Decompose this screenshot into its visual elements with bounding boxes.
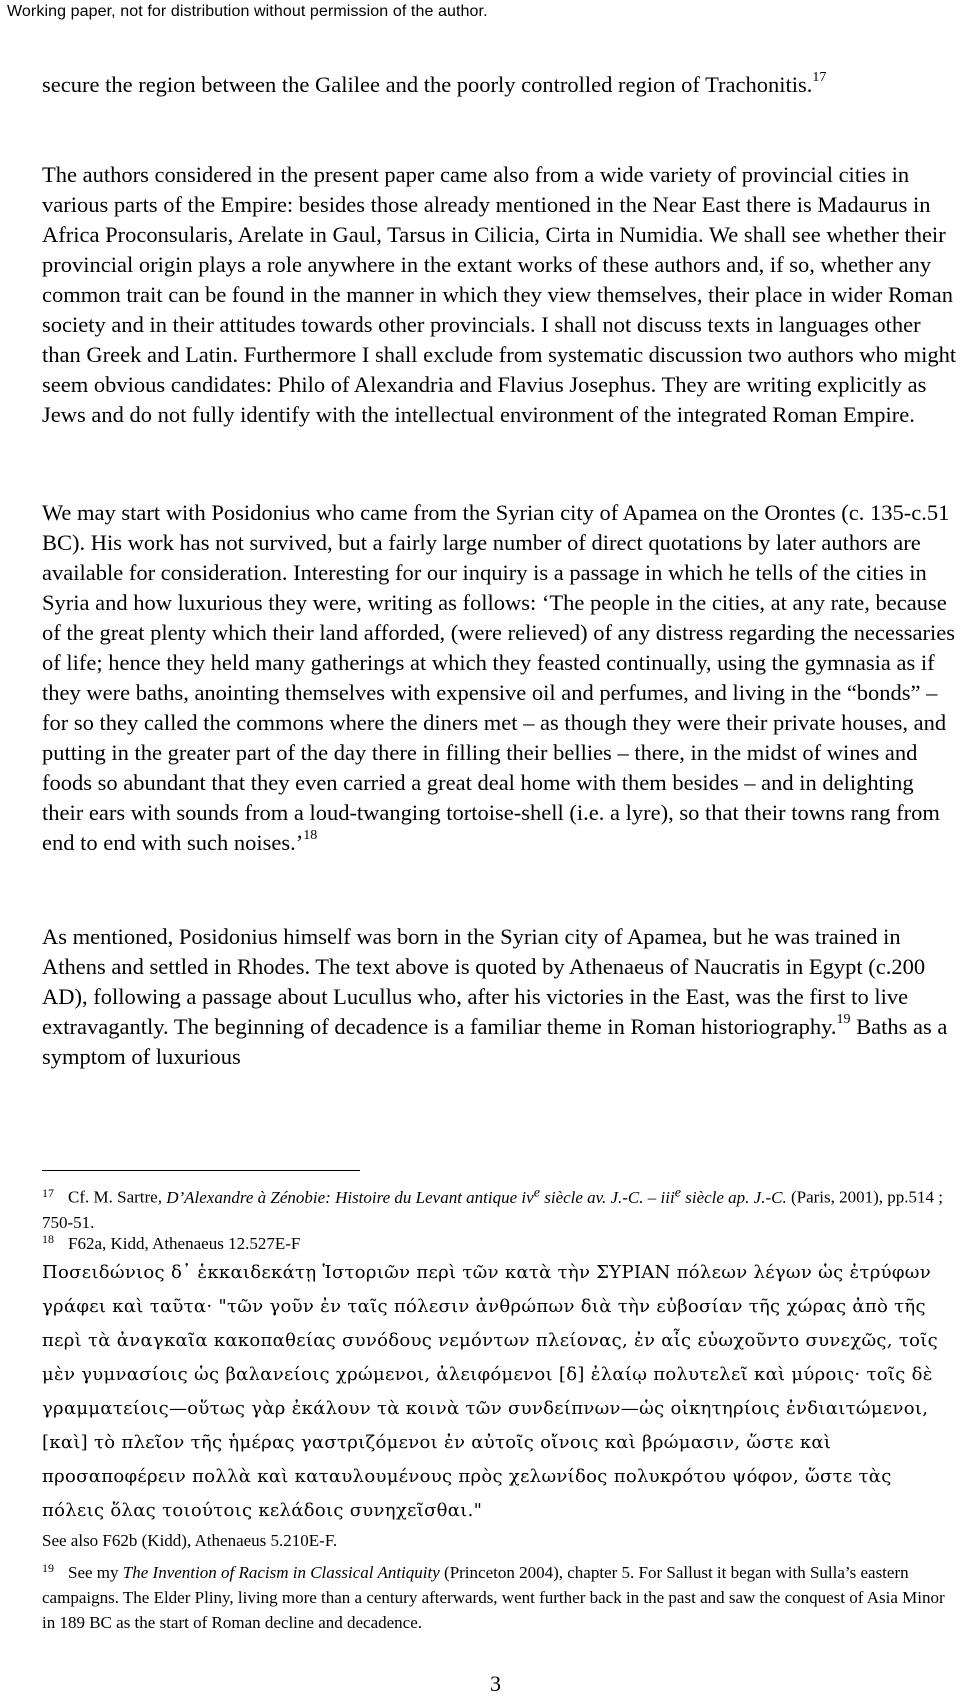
footnote-ref-19[interactable]: 19 — [836, 1012, 851, 1027]
footnote-text: (Princeton 2004), chapter 5. For Sallust it began with Sulla’s eastern campaigns. The Elder Pliny, living more than a century afterwards, went further back in the past and saw the conquest of Asia Minor in 189 BC as the start of Roman decline and decadence. — [42, 1563, 945, 1632]
footnote-text: See my — [68, 1563, 123, 1582]
footnote-number: 19 — [42, 1561, 54, 1575]
greek-quotation: Ποσειδώνιος δ᾽ ἑκκαιδεκάτῃ Ἱστοριῶν περὶ τῶν κατὰ τὴν ΣΥΡΙΑΝ πόλεων λέγων ὡς ἐτρύφων γράφει καὶ ταῦτα· "τῶν γοῦν ἐν ταῖς πόλεσιν ἀνθρώπων διὰ τὴν εὐβοσίαν τῆς χώρας ἀπὸ τῆς περὶ τὰ ἀναγκαῖα κακοπαθείας συνόδους νεμόντων πλείονας, ἐν αἷς εὐωχοῦντο συνεχῶς, τοῖς μὲν γυμνασίοις ὡς βαλανείοις χρώμενοι, ἀλειφόμενοι [δ] ἐλαίῳ πολυτελεῖ καὶ μύροις· τοῖς δὲ γραμματείοις—οὕτως γὰρ ἐκάλουν τὰ κοινὰ τῶν συνδείπνων—ὡς οἰκητηρίοις ἐνδιαιτώμενοι, [καὶ] τὸ πλεῖον τῆς ἡμέρας γαστριζόμενοι ἐν αὐτοῖς οἴνοις καὶ βρώμασιν, ὥστε καὶ προσαποφέρειν πολλὰ καὶ καταυλουμένους πρὸς χελωνίδος πολυκρότου ψόφον, ὥστε τὰς πόλεις ὅλας τοιούτοις κελάδοις συνηχεῖσθαι." — [42, 1262, 938, 1521]
footnote-19 — [42, 1560, 957, 1635]
paragraph-posidonius — [42, 498, 957, 858]
paragraph-tail: Baths as a symptom of luxurious — [42, 1014, 948, 1069]
footnote-17 — [42, 1180, 957, 1235]
footnote-separator — [42, 1170, 360, 1171]
footnote-reference: F62a, Kidd, Athenaeus 12.527E-F — [68, 1234, 301, 1253]
footnote-book-title: The Invention of Racism in Classical Antiquity — [122, 1563, 440, 1582]
footnote-ref-18[interactable]: 18 — [303, 828, 318, 843]
paragraph-trachonitis — [42, 70, 957, 100]
footnote-text: (Paris, 2001), pp.514 ; 750-51. — [42, 1187, 944, 1232]
paragraph-authors-origins — [42, 160, 957, 430]
page-number: 3 — [490, 1671, 501, 1696]
paragraph-text: secure the region between the Galilee and the poorly controlled region of Trachonitis. — [42, 72, 813, 97]
working-paper-notice: Working paper, not for distribution without permission of the author. — [7, 3, 488, 20]
footnote-number: 17 — [42, 1185, 54, 1200]
paragraph-text: As mentioned, Posidonius himself was born in the Syrian city of Apamea, but he was trained in Athens and settled in Rhodes. The text above is quoted by Athenaeus of Naucratis in Egypt (c.200 AD), following a passage about Lucullus who, after his victories in the East, was the first to live extravagantly. The beginning of decadence is a familiar theme in Roman historiography. — [42, 924, 926, 1039]
footnote-see-also: See also F62b (Kidd), Athenaeus 5.210E-F. — [42, 1531, 338, 1550]
footnote-text: Cf. M. Sartre, — [68, 1187, 167, 1207]
footnote-book-title: D’Alexandre à Zénobie: Histoire du Levant antique $iv^e$ siècle av. J.-C. – iii$^e$ siècle ap. J.-C. — [166, 1184, 787, 1207]
paragraph-text: We may start with Posidonius who came from the Syrian city of Apamea on the Orontes (c. 135-c.51 BC). His work has not survived, but a fairly large number of direct quotations by later authors are available for consideration. Interesting for our inquiry is a passage in which he tells of the cities in Syria and how luxurious they were, writing as follows: ‘The people in the cities, at any rate, because of the great plenty which their land afforded, (were relieved) of any distress regarding the necessaries of life; hence they held many gatherings at which they feasted continually, using the gymnasia as if they were baths, anointing themselves with expensive oil and perfumes, and living in the “bonds” – for so they called the commons where the diners met – as though they were their private houses, and putting in the greater part of the day there in filling their bellies – there, in the midst of wines and foods so abundant that they even carried a great deal home with them besides – and in delighting their ears with sounds from a loud-twanging tortoise-shell (i.e. a lyre), so that their towns rang from end to end with such noises.’ — [42, 500, 955, 855]
paragraph-text: The authors considered in the present paper came also from a wide variety of provincial cities in various parts of the Empire: besides those already mentioned in the Near East there is Madaurus in Africa Proconsularis, Arelate in Gaul, Tarsus in Cilicia, Cirta in Numidia. We shall see whether their provincial origin plays a role anywhere in the extant works of these authors and, if so, whether any common trait can be found in the manner in which they view themselves, their place in wider Roman society and in their attitudes towards other provincials. I shall not discuss texts in languages other than Greek and Latin. Furthermore I shall exclude from systematic discussion two authors who might seem obvious candidates: Philo of Alexandria and Flavius Josephus. They are writing explicitly as Jews and do not fully identify with the intellectual environment of the integrated Roman Empire. — [42, 162, 957, 427]
footnote-18 — [42, 1231, 957, 1553]
footnote-number: 18 — [42, 1232, 54, 1246]
footnote-ref-17[interactable]: 17 — [812, 70, 827, 85]
paragraph-apamea — [42, 922, 957, 1072]
